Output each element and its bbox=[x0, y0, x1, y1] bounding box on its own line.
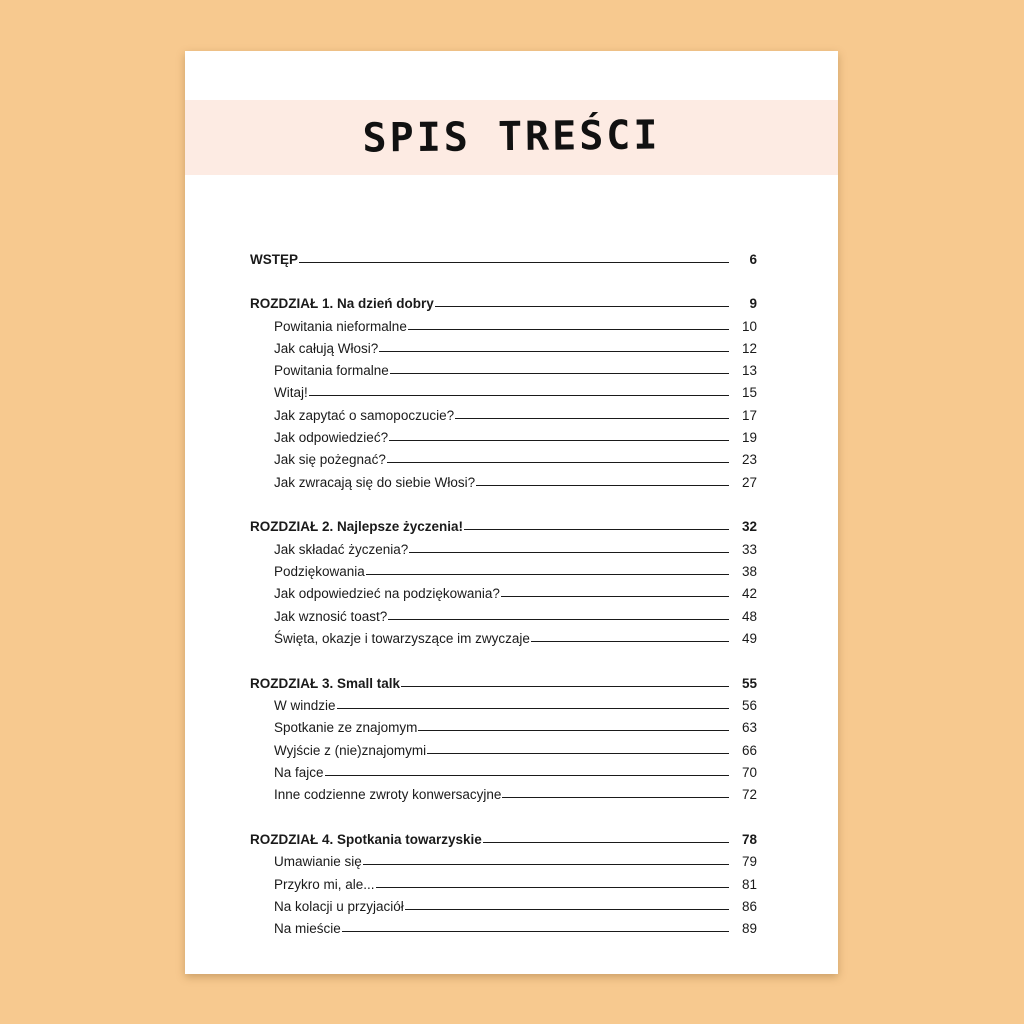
dot-leader bbox=[387, 462, 729, 463]
toc-subentry bbox=[250, 583, 757, 605]
toc-entry-label: Jak odpowiedzieć? bbox=[274, 430, 389, 446]
spacer bbox=[250, 650, 757, 673]
dot-leader bbox=[390, 373, 729, 374]
toc-entry-label: Witaj! bbox=[274, 385, 308, 401]
toc-entry-label: Jak się pożegnać? bbox=[274, 452, 386, 468]
toc-page-number: 17 bbox=[741, 407, 757, 423]
toc-entry-label: ROZDZIAŁ 2. Najlepsze życzenia! bbox=[250, 519, 464, 535]
toc-subentry bbox=[250, 472, 757, 494]
dot-leader bbox=[376, 887, 729, 888]
dot-leader bbox=[464, 529, 729, 530]
spacer bbox=[250, 494, 757, 517]
dot-leader bbox=[435, 306, 729, 307]
toc-page-number: 13 bbox=[741, 363, 757, 379]
toc-entry-label: Jak odpowiedzieć na podziękowania? bbox=[274, 586, 500, 602]
toc-page-number: 38 bbox=[741, 564, 757, 580]
toc-page-number: 72 bbox=[741, 787, 757, 803]
toc-subentry bbox=[250, 316, 757, 338]
spacer bbox=[250, 271, 757, 294]
toc-subentry bbox=[250, 449, 757, 471]
toc-page-number: 70 bbox=[741, 764, 757, 780]
toc-subentry bbox=[250, 338, 757, 360]
toc-subentry bbox=[250, 405, 757, 427]
dot-leader bbox=[388, 619, 729, 620]
dot-leader bbox=[501, 596, 729, 597]
toc-page-number: 42 bbox=[741, 586, 757, 602]
spacer bbox=[250, 226, 757, 249]
document-page bbox=[185, 51, 838, 974]
dot-leader bbox=[409, 552, 729, 553]
toc-subentry bbox=[250, 918, 757, 940]
toc-entry-label: Umawianie się bbox=[274, 854, 362, 870]
toc-entry-label: WSTĘP bbox=[250, 251, 299, 267]
toc-entry-label: Wyjście z (nie)znajomymi bbox=[274, 742, 427, 758]
toc-entry-label: Jak zwracają się do siebie Włosi? bbox=[274, 474, 476, 490]
toc-page-number: 49 bbox=[741, 630, 757, 646]
toc-entry-label: Przykro mi, ale... bbox=[274, 876, 375, 892]
dot-leader bbox=[363, 864, 729, 865]
dot-leader bbox=[309, 395, 729, 396]
toc-subentry bbox=[250, 740, 757, 762]
toc-entry-label: Jak składać życzenia? bbox=[274, 541, 409, 557]
dot-leader bbox=[379, 351, 729, 352]
toc-subentry bbox=[250, 628, 757, 650]
toc-page-number: 78 bbox=[741, 832, 757, 848]
dot-leader bbox=[531, 641, 729, 642]
toc-entry-label: Spotkanie ze znajomym bbox=[274, 720, 418, 736]
toc-subentry bbox=[250, 427, 757, 449]
toc-entry-label: W windzie bbox=[274, 698, 336, 714]
toc-entry-label: Powitania nieformalne bbox=[274, 318, 407, 334]
toc-subentry bbox=[250, 539, 757, 561]
dot-leader bbox=[366, 574, 729, 575]
dot-leader bbox=[427, 753, 729, 754]
table-of-contents bbox=[250, 226, 757, 941]
toc-subentry bbox=[250, 360, 757, 382]
dot-leader bbox=[299, 262, 729, 263]
toc-entry-label: Inne codzienne zwroty konwersacyjne bbox=[274, 787, 502, 803]
dot-leader bbox=[418, 730, 729, 731]
toc-page-number: 86 bbox=[741, 898, 757, 914]
toc-entry-intro bbox=[250, 249, 757, 271]
toc-page-number: 10 bbox=[741, 318, 757, 334]
toc-entry-label: ROZDZIAŁ 1. Na dzień dobry bbox=[250, 296, 434, 312]
dot-leader bbox=[389, 440, 729, 441]
toc-page-number: 63 bbox=[741, 720, 757, 736]
toc-subentry bbox=[250, 606, 757, 628]
toc-page-number: 9 bbox=[749, 296, 757, 312]
toc-page-number: 27 bbox=[741, 474, 757, 490]
toc-page-number: 19 bbox=[741, 430, 757, 446]
toc-entry-label: ROZDZIAŁ 3. Small talk bbox=[250, 675, 401, 691]
chapter-section bbox=[250, 293, 757, 494]
toc-page-number: 6 bbox=[749, 251, 757, 267]
dot-leader bbox=[401, 686, 729, 687]
toc-page-number: 33 bbox=[741, 541, 757, 557]
dot-leader bbox=[476, 485, 729, 486]
spacer bbox=[250, 807, 757, 830]
toc-page-number: 79 bbox=[741, 854, 757, 870]
toc-page-number: 55 bbox=[741, 675, 757, 691]
toc-page-number: 12 bbox=[741, 340, 757, 356]
chapter-section bbox=[250, 829, 757, 940]
toc-subentry bbox=[250, 561, 757, 583]
toc-entry-label: Jak zapytać o samopoczucie? bbox=[274, 407, 455, 423]
toc-entry-label: Jak całują Włosi? bbox=[274, 340, 379, 356]
toc-chapter-heading bbox=[250, 829, 757, 851]
dot-leader bbox=[337, 708, 729, 709]
toc-subentry bbox=[250, 762, 757, 784]
chapter-section bbox=[250, 673, 757, 807]
toc-subentry bbox=[250, 851, 757, 873]
toc-page-number: 81 bbox=[741, 876, 757, 892]
dot-leader bbox=[483, 842, 729, 843]
toc-entry-label: Na mieście bbox=[274, 921, 341, 937]
dot-leader bbox=[455, 418, 729, 419]
toc-entry-label: Jak wznosić toast? bbox=[274, 608, 388, 624]
toc-subentry bbox=[250, 784, 757, 806]
toc-entry-label: Podziękowania bbox=[274, 564, 365, 580]
toc-entry-label: Powitania formalne bbox=[274, 363, 389, 379]
toc-page-number: 56 bbox=[741, 698, 757, 714]
toc-page-number: 15 bbox=[741, 385, 757, 401]
toc-entry-label: ROZDZIAŁ 4. Spotkania towarzyskie bbox=[250, 832, 482, 848]
dot-leader bbox=[502, 797, 729, 798]
chapter-list bbox=[250, 293, 757, 940]
toc-entry-label: Na fajce bbox=[274, 764, 324, 780]
toc-chapter-heading bbox=[250, 293, 757, 315]
toc-page-number: 89 bbox=[741, 921, 757, 937]
title-band bbox=[185, 100, 838, 175]
toc-entry-label: Na kolacji u przyjaciół bbox=[274, 898, 404, 914]
toc-subentry bbox=[250, 896, 757, 918]
toc-subentry bbox=[250, 717, 757, 739]
dot-leader bbox=[325, 775, 729, 776]
toc-subentry bbox=[250, 382, 757, 404]
toc-chapter-heading bbox=[250, 516, 757, 538]
toc-page-number: 32 bbox=[741, 519, 757, 535]
dot-leader bbox=[405, 909, 729, 910]
toc-page-number: 23 bbox=[741, 452, 757, 468]
dot-leader bbox=[408, 329, 729, 330]
dot-leader bbox=[342, 931, 729, 932]
chapter-section bbox=[250, 516, 757, 650]
toc-chapter-heading bbox=[250, 673, 757, 695]
page-title: SPIS TREŚCI bbox=[362, 112, 661, 162]
toc-page-number: 48 bbox=[741, 608, 757, 624]
toc-page-number: 66 bbox=[741, 742, 757, 758]
toc-entry-label: Święta, okazje i towarzyszące im zwyczaje bbox=[274, 630, 530, 646]
toc-subentry bbox=[250, 874, 757, 896]
toc-subentry bbox=[250, 695, 757, 717]
